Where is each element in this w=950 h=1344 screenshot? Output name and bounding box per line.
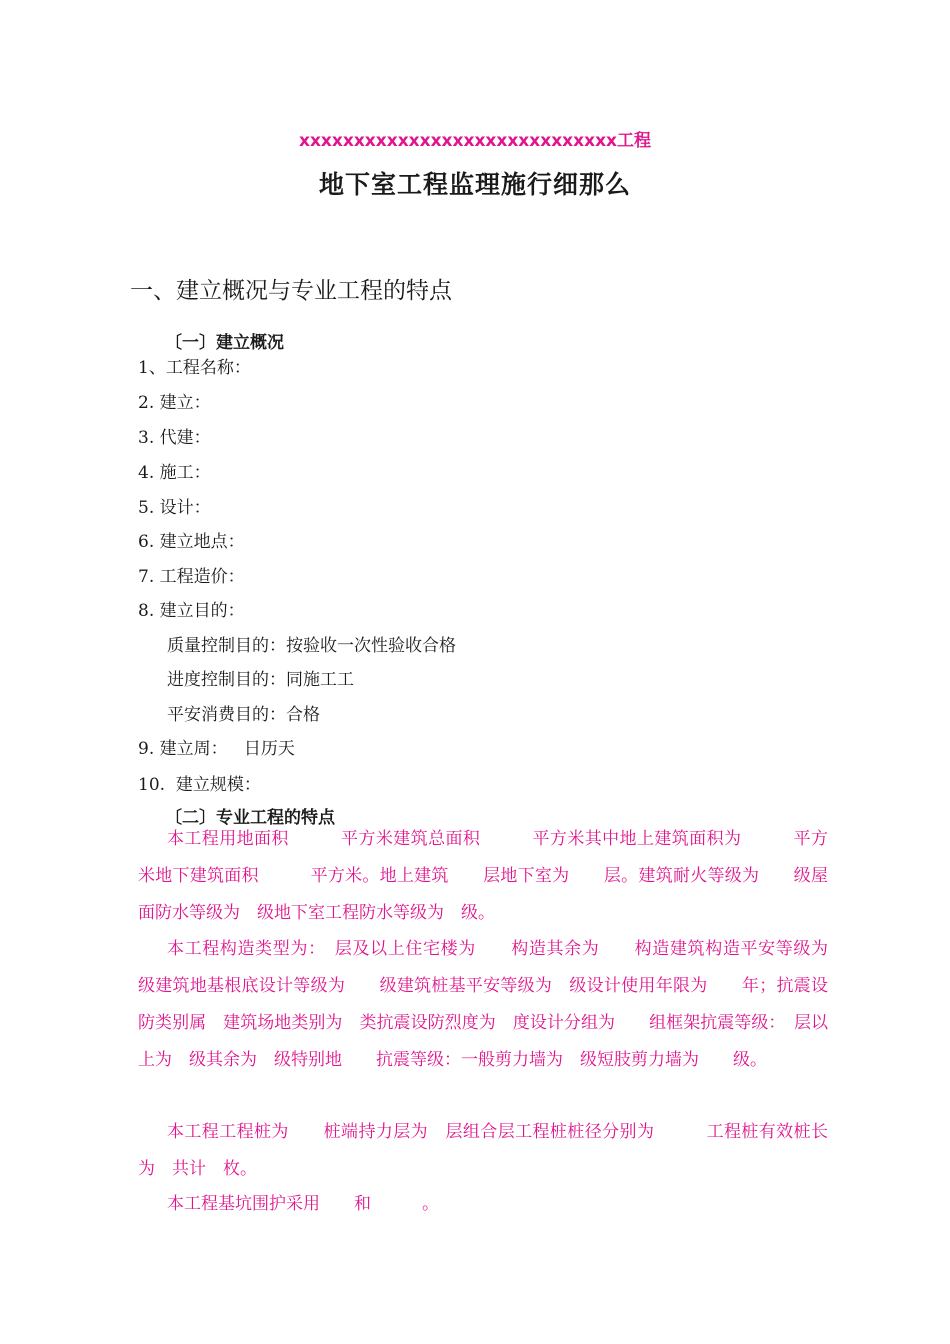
list-item: 6. 建立地点： — [138, 532, 245, 552]
section-heading-1: 一、建立概况与专业工程的特点 — [130, 278, 452, 304]
list-item: 3. 代建： — [138, 428, 211, 448]
list-item: 4. 施工： — [138, 463, 211, 483]
paragraph-area: 本工程用地面积 平方米建筑总面积 平方米其中地上建筑面积为 平方米地下建筑面积 平方米。地上建筑 层地下室为 层。建筑耐火等级为 级屋面防水等级为 级地下室工程防水等级为 级。 — [138, 829, 828, 923]
goal-item: 进度控制目的：同施工工 — [167, 670, 354, 690]
list-item: 7. 工程造价： — [138, 567, 245, 587]
project-name-line: xxxxxxxxxxxxxxxxxxxxxxxxxxxxx工程 — [299, 131, 651, 151]
paragraph-excavation: 本工程基坑围护采用 和 。 — [167, 1194, 439, 1214]
goal-item: 平安消费目的：合格 — [167, 705, 320, 725]
list-item: 8. 建立目的： — [138, 601, 245, 621]
list-item: 9. 建立周： 日历天 — [138, 739, 295, 759]
goal-item: 质量控制目的：按验收一次性验收合格 — [167, 636, 456, 656]
list-item: 2. 建立： — [138, 393, 211, 413]
paragraph-structure: 本工程构造类型为： 层及以上住宅楼为 构造其余为 构造建筑构造平安等级为 级建筑地基根底设计等级为 级建筑桩基平安等级为 级设计使用年限为 年；抗震设防类别属 建筑场地类别为 类抗震设防烈度为 度设计分组为 组框架抗震等级： 层以上为 级其余为 级特别地 抗震等级：一般剪力墙为 级短肢剪力墙为 级。 — [138, 939, 845, 1070]
list-item: 1、工程名称： — [138, 358, 251, 378]
subsection-heading-overview: 〔一〕建立概况 — [165, 333, 284, 353]
document-title: 地下室工程监理施行细那么 — [318, 170, 631, 199]
list-item: 10. 建立规模： — [138, 775, 261, 795]
paragraph-piles: 本工程工程桩为 桩端持力层为 层组合层工程桩桩径分别为 工程桩有效桩长为 共计 枚。 — [138, 1122, 828, 1179]
subsection-heading-features: 〔二〕专业工程的特点 — [165, 808, 335, 828]
list-item: 5. 设计： — [138, 498, 211, 518]
